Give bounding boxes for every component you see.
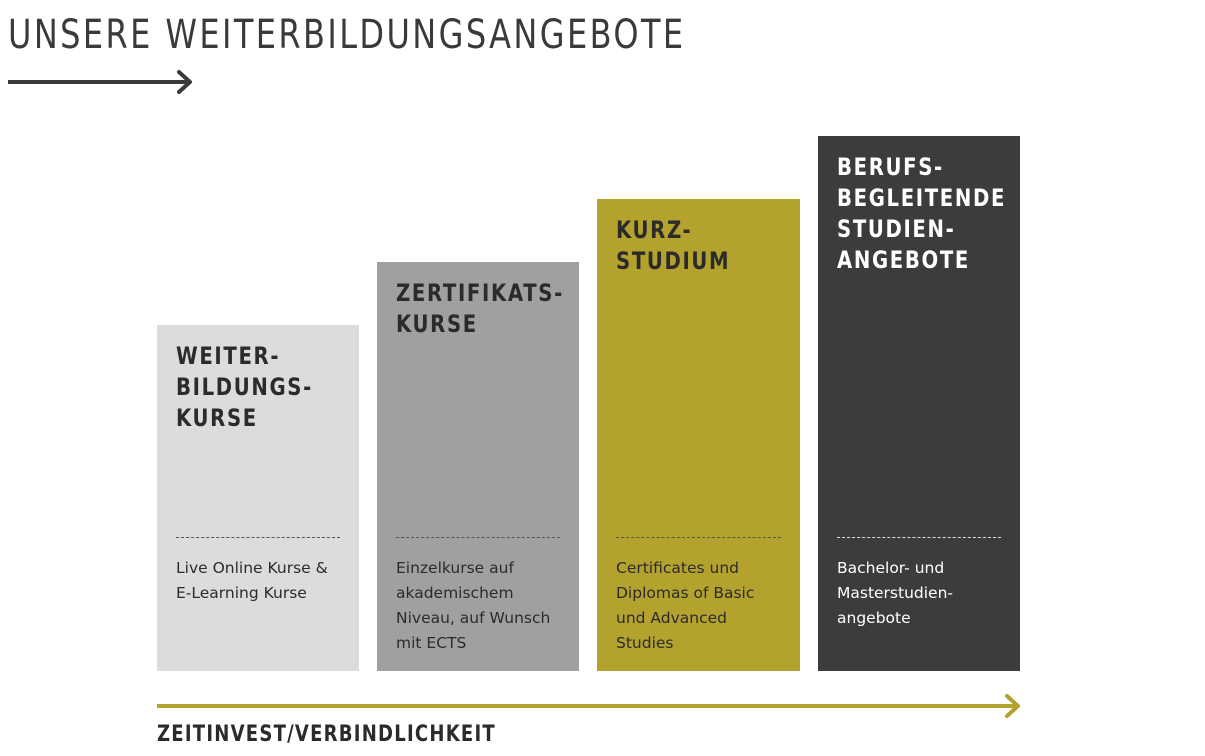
arrow-right-icon bbox=[8, 68, 198, 98]
column-title: BERUFS- BEGLEITENDE STUDIEN- ANGEBOTE bbox=[837, 153, 1007, 274]
column-description: Einzelkurse auf akademischem Niveau, auf Wunsch mit ECTS bbox=[396, 559, 551, 652]
offer-column-kurzstudium bbox=[597, 199, 800, 671]
dashed-divider bbox=[616, 537, 781, 538]
dashed-divider bbox=[837, 537, 1001, 538]
arrow-right-icon bbox=[157, 693, 1023, 719]
page-title: UNSERE WEITERBILDUNGSANGEBOTE bbox=[8, 12, 686, 58]
column-title: WEITER- BILDUNGS- KURSE bbox=[176, 342, 313, 432]
column-description: Bachelor- und Masterstudien- angebote bbox=[837, 559, 954, 627]
offer-column-zertifikatskurse bbox=[377, 262, 579, 671]
column-title: KURZ- STUDIUM bbox=[616, 216, 731, 275]
timeline-label: ZEITINVEST/VERBINDLICHKEIT bbox=[157, 722, 496, 747]
dashed-divider bbox=[176, 537, 340, 538]
offer-column-weiterbildungskurse bbox=[157, 325, 359, 671]
dashed-divider bbox=[396, 537, 560, 538]
column-title: ZERTIFIKATS- KURSE bbox=[396, 279, 564, 338]
offer-column-studienangebote bbox=[818, 136, 1020, 671]
column-description: Live Online Kurse & E-Learning Kurse bbox=[176, 559, 328, 602]
column-description: Certificates und Diplomas of Basic und Advanced Studies bbox=[616, 559, 755, 652]
